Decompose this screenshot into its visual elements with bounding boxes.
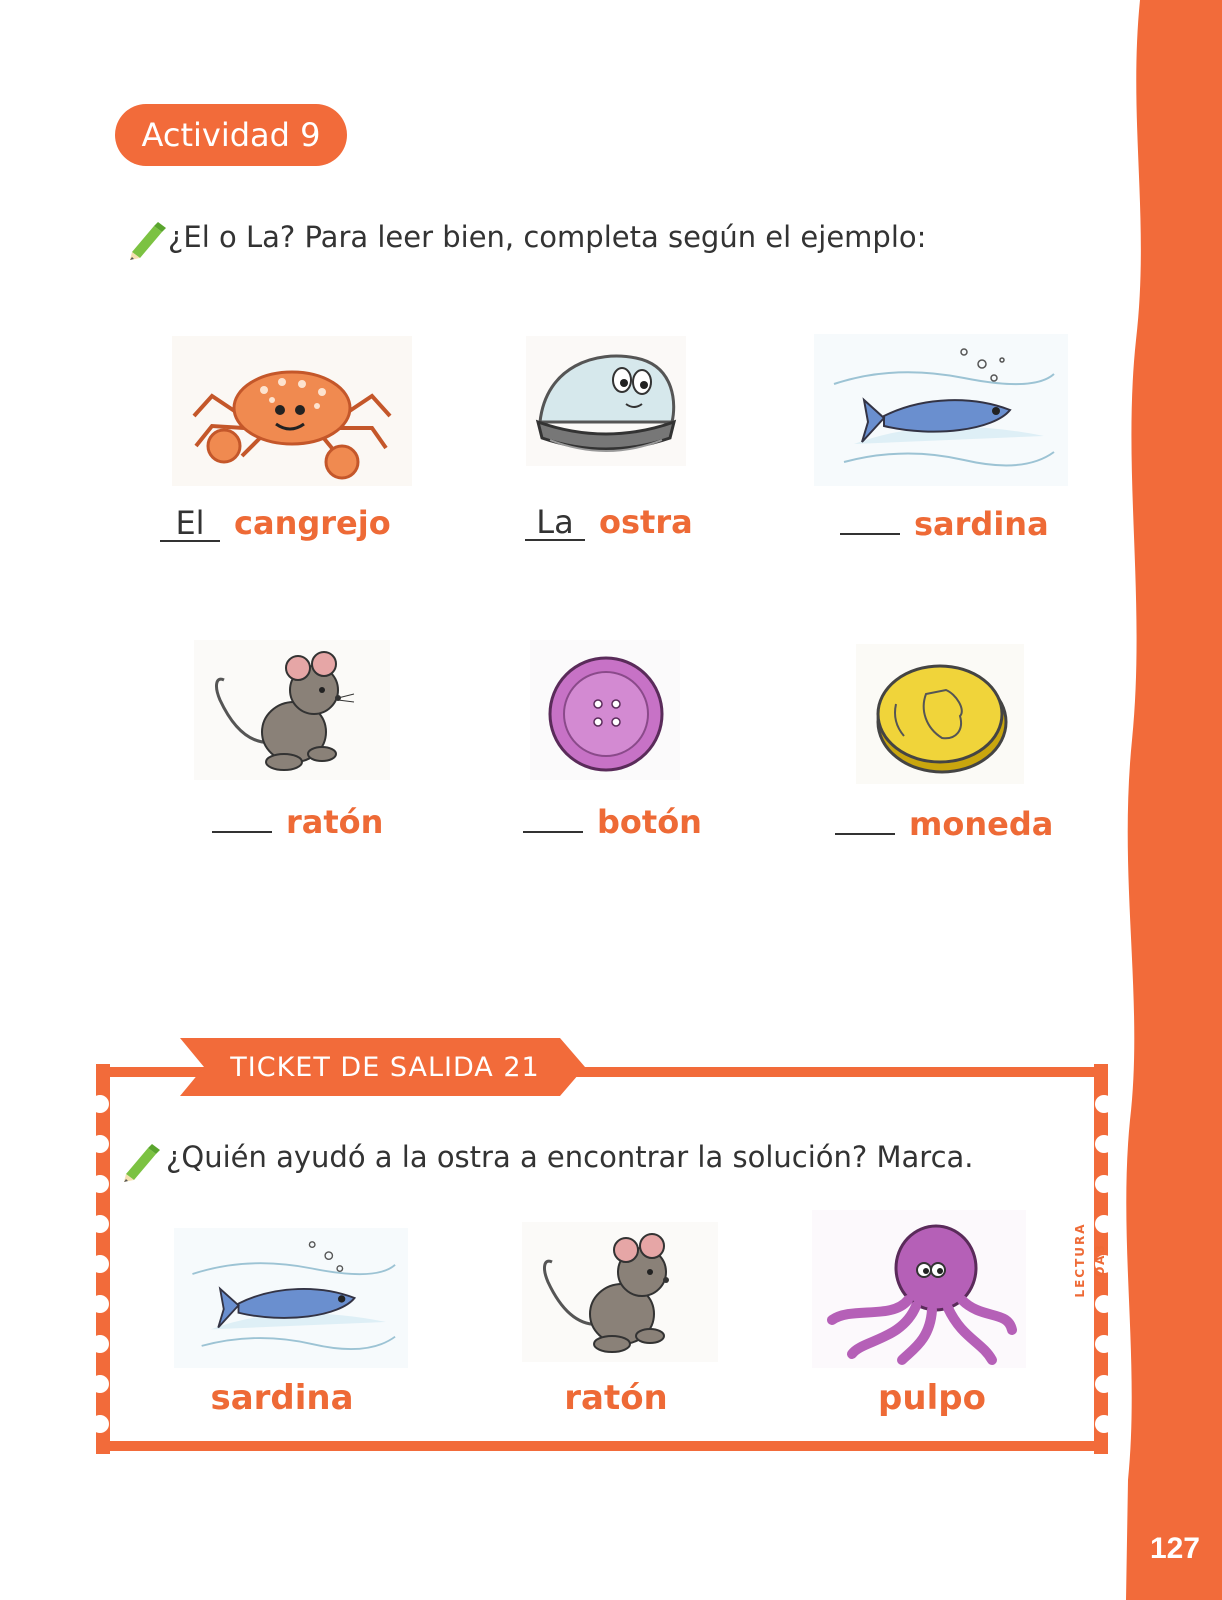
word-ostra: ostra <box>599 503 693 541</box>
coin-illustration <box>856 644 1024 784</box>
octopus-illustration <box>812 1210 1026 1368</box>
item-sardina <box>840 505 1049 543</box>
page-number: 127 <box>1149 1532 1200 1565</box>
pencil-icon <box>124 218 168 262</box>
article-blank-sardina[interactable] <box>840 533 900 535</box>
item-cangrejo <box>160 504 391 542</box>
pencil-icon <box>118 1140 162 1184</box>
ticket-instruction: ¿Quién ayudó a la ostra a encontrar la solución? Marca. <box>166 1140 974 1174</box>
ticket-title: TICKET DE SALIDA 21 <box>230 1052 540 1083</box>
word-raton: ratón <box>286 803 384 841</box>
word-boton: botón <box>597 803 702 841</box>
choice-sardina[interactable]: sardina <box>210 1378 354 1418</box>
sardine-illustration <box>174 1228 408 1368</box>
choice-raton[interactable]: ratón <box>564 1378 668 1418</box>
crab-illustration <box>172 336 412 486</box>
word-sardina: sardina <box>914 505 1049 543</box>
article-blank-cangrejo[interactable]: El <box>160 506 220 542</box>
article-blank-ostra[interactable]: La <box>525 505 585 541</box>
choice-pulpo[interactable]: pulpo <box>878 1378 986 1418</box>
mouse-illustration <box>522 1222 718 1362</box>
item-boton <box>523 803 702 841</box>
curriculum-code: LECTURA OA8 <box>1073 1222 1107 1298</box>
article-blank-raton[interactable] <box>212 831 272 833</box>
word-cangrejo: cangrejo <box>234 504 391 542</box>
item-raton <box>212 803 383 841</box>
item-ostra <box>525 503 693 541</box>
mouse-illustration <box>194 640 390 780</box>
item-moneda <box>835 805 1053 843</box>
word-moneda: moneda <box>909 805 1054 843</box>
sardine-illustration <box>814 334 1068 486</box>
article-blank-boton[interactable] <box>523 831 583 833</box>
oyster-illustration <box>526 336 686 466</box>
activity-badge: Actividad 9 <box>115 104 347 166</box>
button-illustration <box>530 640 680 780</box>
article-blank-moneda[interactable] <box>835 833 895 835</box>
activity-instruction: ¿El o La? Para leer bien, completa según el ejemplo: <box>168 220 927 254</box>
